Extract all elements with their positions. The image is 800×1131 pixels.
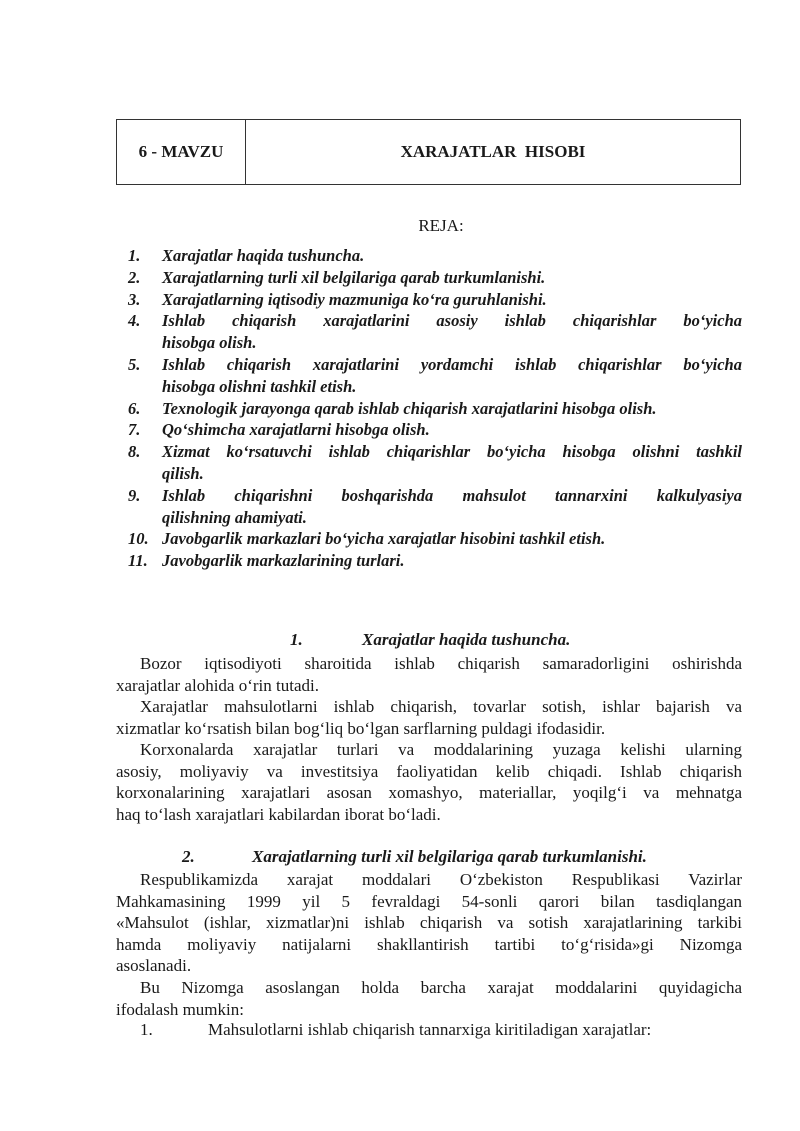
- plan-item-number: 6.: [128, 398, 141, 418]
- plan-item-text: Qo‘shimcha xarajatlarni hisobga olish.: [162, 420, 430, 440]
- plan-item-number: 11.: [128, 551, 148, 571]
- plan-item-text: Javobgarlik markazlarining turlari.: [162, 551, 405, 571]
- section-1-paragraph-1: Bozor iqtisodiyoti sharoitida ishlab chiqarish samaradorligini oshirishda xarajatlar alohida o‘rin tutadi.: [116, 654, 742, 695]
- plan-item-text: Ishlab chiqarish xarajatlarini asosiy ishlab chiqarishlar bo‘yicha hisobga olish.: [162, 311, 742, 353]
- plan-item-text: Texnologik jarayonga qarab ishlab chiqarish xarajatlarini hisobga olish.: [162, 398, 657, 418]
- plan-item: [116, 245, 742, 267]
- sub-item-number: 1.: [140, 1020, 153, 1039]
- plan-item: [116, 550, 742, 572]
- plan-item-number: 9.: [128, 485, 141, 505]
- topic-label: 6 - MAVZU: [117, 120, 246, 184]
- section-1-number: 1.: [290, 630, 303, 649]
- plan-item: [116, 354, 742, 398]
- plan-item-text: Xarajatlarning turli xil belgilariga qarab turkumlanishi.: [162, 267, 546, 287]
- plan-item-number: 3.: [128, 289, 141, 309]
- sub-item-text: Mahsulotlarni ishlab chiqarish tannarxiga kiritiladigan xarajatlar:: [208, 1020, 652, 1039]
- section-2-heading: [182, 847, 647, 867]
- section-2-paragraph-1: Respublikamizda xarajat moddalari O‘zbekiston Respublikasi Vazirlar Mahkamasining 1999 yil 5 fevraldagi 54-sonli qarori bilan tasdiqlangan «Mahsulot (ishlar, xizmatlar)ni ishlab chiqarish va sotish xarajatlarining tarkibi hamda moliyaviy natijalarni shakllantirish tartibi to‘g‘risida»gi Nizomga asoslanadi.: [116, 870, 742, 976]
- section-1-paragraph-2: Xarajatlar mahsulotlarni ishlab chiqarish, tovarlar sotish, ishlar bajarish va xizmatlar ko‘rsatish bilan bog‘liq bo‘lgan sarflarning puldagi ifodasidir.: [116, 697, 742, 738]
- plan-item-text: Ishlab chiqarishni boshqarishda mahsulot tannarxini kalkulyasiya qilishning ahamiyati.: [162, 485, 742, 527]
- plan-item: [116, 398, 742, 420]
- section-2-title: Xarajatlarning turli xil belgilariga qarab turkumlanishi.: [252, 847, 647, 866]
- plan-item-text: Javobgarlik markazlari bo‘yicha xarajatlar hisobini tashkil etish.: [162, 529, 606, 549]
- plan-item: [116, 267, 742, 289]
- plan-item-number: 4.: [128, 311, 141, 331]
- section-1-paragraph-3: Korxonalarda xarajatlar turlari va moddalarining yuzaga kelishi ularning asosiy, moliyaviy va investitsiya faoliyatidan kelib chiqadi. Ishlab chiqarish korxonalarining xarajatlari asosan xomashyo, materiallar, yoqilg‘i va mehnatga haq to‘lash xarajatlari kabilardan iborat bo‘ladi.: [116, 740, 742, 824]
- plan-item-number: 7.: [128, 420, 141, 440]
- plan-list: [116, 245, 742, 572]
- section-2-sub-item-1: [140, 1020, 651, 1040]
- plan-item: [116, 419, 742, 441]
- section-2-number: 2.: [182, 847, 195, 866]
- plan-item-text: Xarajatlar haqida tushuncha.: [162, 246, 365, 265]
- section-2-paragraph-2: Bu Nizomga asoslangan holda barcha xarajat moddalarini quyidagicha ifodalash mumkin:: [116, 978, 742, 1019]
- plan-item-text: Ishlab chiqarish xarajatlarini yordamchi ishlab chiqarishlar bo‘yicha hisobga olishni tashkil etish.: [162, 354, 742, 396]
- plan-item-number: 5.: [128, 354, 141, 374]
- plan-item: [116, 485, 742, 529]
- plan-item-text: Xarajatlarning iqtisodiy mazmuniga ko‘ra guruhlanishi.: [162, 289, 547, 309]
- plan-item-text: Xizmat ko‘rsatuvchi ishlab chiqarishlar bo‘yicha hisobga olishni tashkil qilish.: [162, 442, 742, 483]
- plan-item-number: 1.: [128, 246, 141, 265]
- plan-item: [116, 289, 742, 311]
- plan-item-number: 10.: [128, 529, 149, 549]
- plan-item-number: 8.: [128, 442, 141, 462]
- plan-item-number: 2.: [128, 267, 141, 287]
- section-1-title: Xarajatlar haqida tushuncha.: [362, 630, 571, 649]
- plan-item: [116, 310, 742, 354]
- plan-item: [116, 528, 742, 550]
- topic-title: XARAJATLAR HISOBI: [400, 142, 586, 161]
- plan-item: [116, 441, 742, 485]
- section-1-heading: [290, 630, 570, 650]
- plan-title: REJA:: [418, 216, 464, 235]
- topic-header-table: [116, 119, 741, 185]
